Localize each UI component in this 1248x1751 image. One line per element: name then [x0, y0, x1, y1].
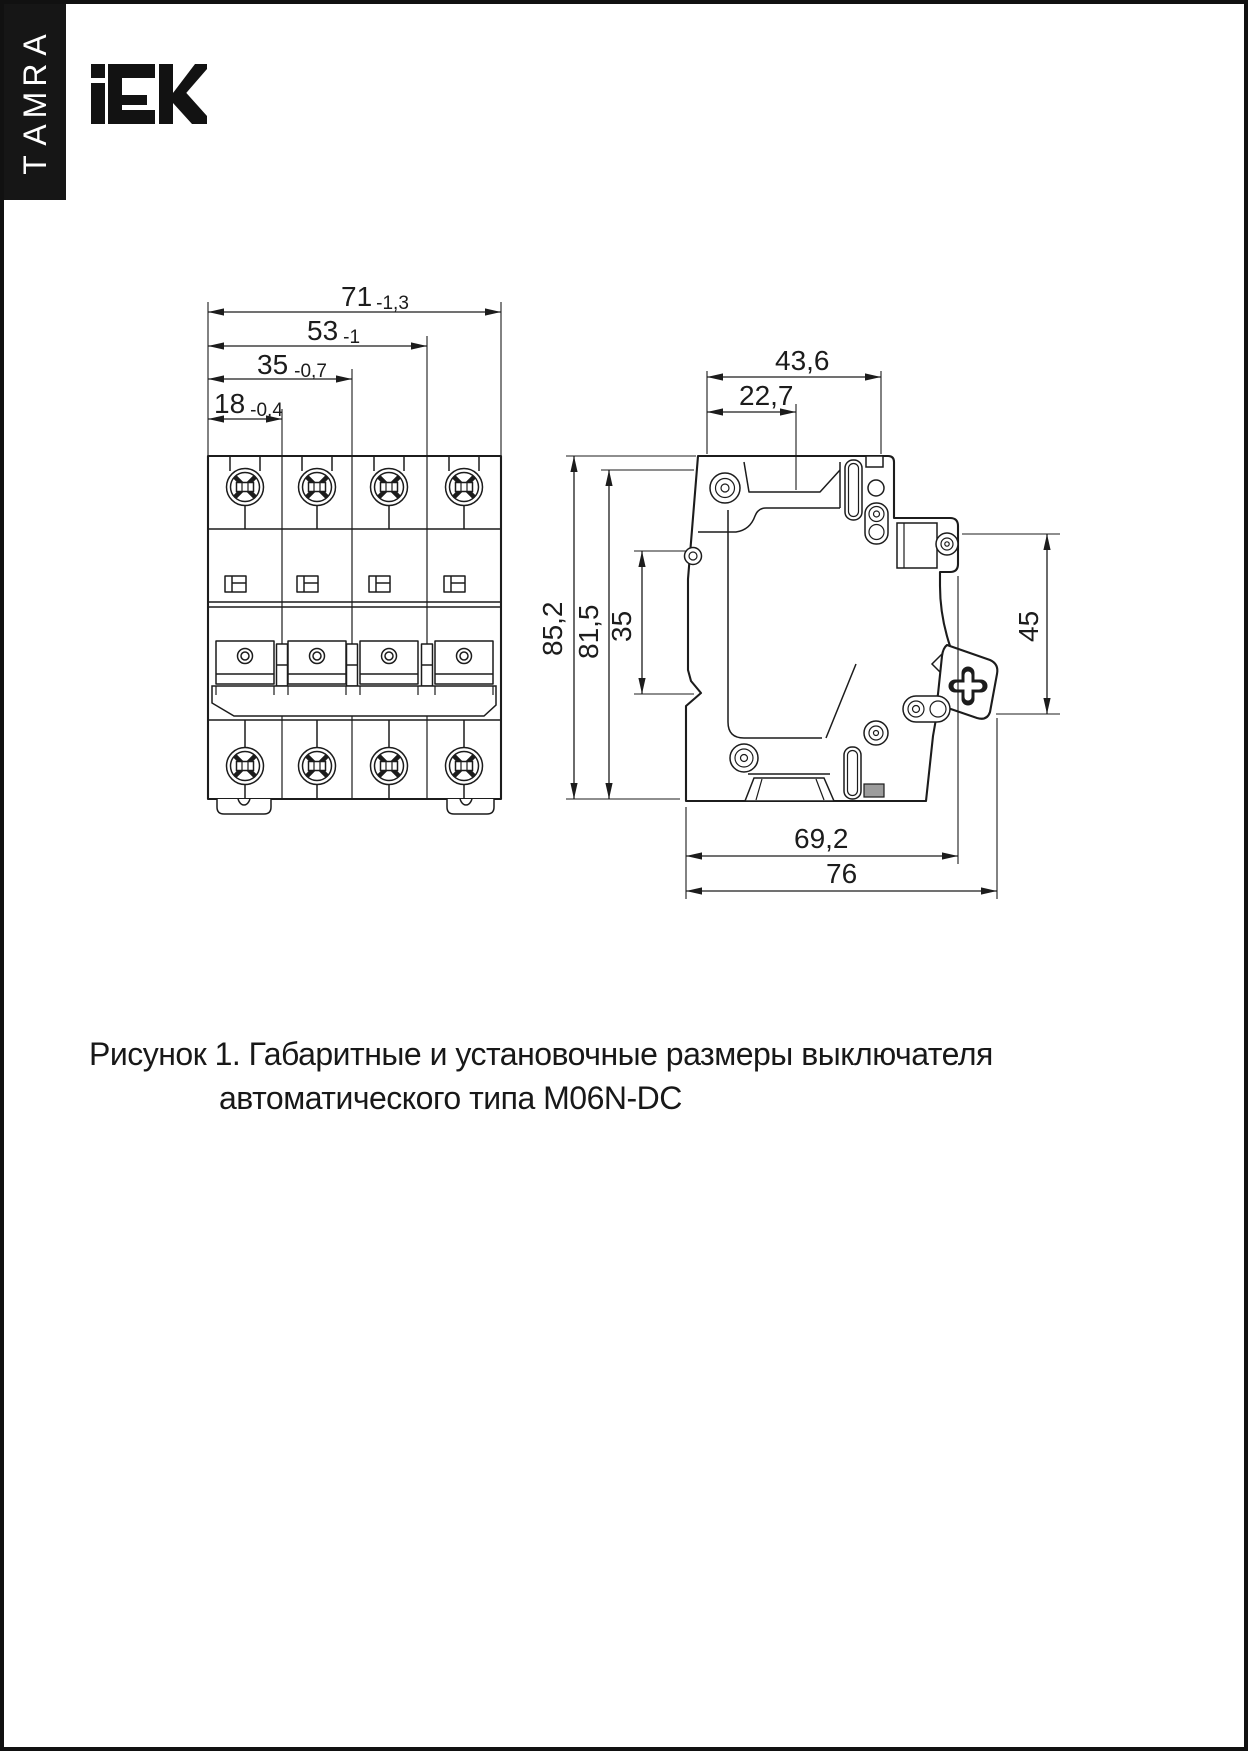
dim-width-35: 35 -0,7	[257, 349, 327, 382]
dim-height-right: 45	[1013, 610, 1044, 642]
brand-band-letter: M	[17, 91, 53, 119]
case-rivet-bottom-right	[864, 721, 888, 745]
mounting-feet	[217, 799, 494, 814]
bottom-pill-detail	[903, 696, 950, 722]
figure-caption	[89, 1032, 993, 1120]
handle-panels	[216, 641, 493, 686]
brand-band-letter: T	[17, 155, 53, 175]
din-clip-wedge	[745, 774, 834, 801]
dim-bottom-width-inner: 69,2	[794, 823, 849, 854]
dim-height-din-window: 35	[606, 610, 637, 642]
brand-band-letter: R	[17, 63, 53, 87]
dim-height-body: 81,5	[573, 604, 604, 659]
dim-width-18: 18 -0,4	[214, 388, 283, 421]
figure-caption-line1: Рисунок 1. Габаритные и установочные размеры выключателя	[89, 1036, 993, 1072]
terminal-screw-side	[685, 548, 702, 565]
dim-top-width-inner: 22,7	[739, 380, 794, 411]
dim-width-53: 53 -1	[307, 315, 361, 348]
brand-band-letter: A	[17, 124, 53, 146]
dim-top-width-outer: 43,6	[775, 345, 830, 376]
case-rivet-top	[710, 473, 740, 503]
figure-drawing	[4, 4, 1248, 1751]
dim-bottom-width-outer: 76	[826, 858, 858, 889]
case-rivet-bottom-left	[730, 744, 758, 772]
front-view-drawing	[208, 281, 501, 814]
dim-height-overall: 85,2	[537, 601, 568, 656]
front-view-dimensions	[208, 281, 501, 456]
dim-width-71: 71 -1,3	[341, 281, 409, 314]
handle-tie-bar	[212, 686, 496, 716]
side-view-drawing	[537, 345, 1060, 899]
brand-band-letter: A	[17, 34, 53, 56]
figure-caption-line2: автоматического типа M06N-DC	[219, 1080, 682, 1116]
